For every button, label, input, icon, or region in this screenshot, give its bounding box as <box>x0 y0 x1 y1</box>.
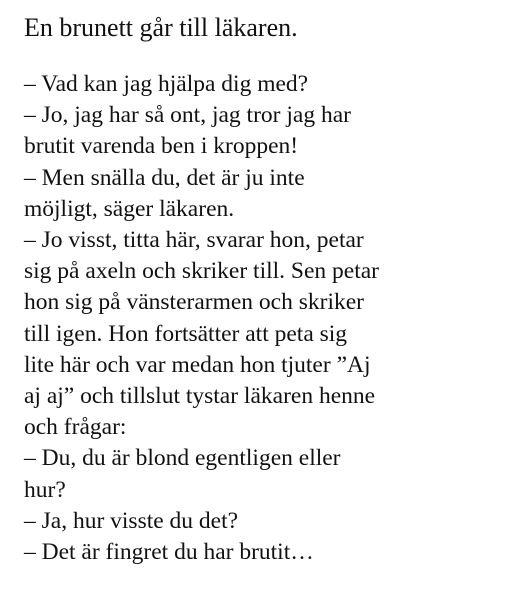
text-line: sig på axeln och skriker till. Sen petar <box>24 258 380 285</box>
text-line: – Jo visst, titta här, svarar hon, petar <box>24 227 364 254</box>
joke-body <box>24 69 500 568</box>
text-line: – Ja, hur visste du det? <box>24 507 239 534</box>
text-line: aj aj” och tillslut tystar läkaren henne <box>24 383 376 410</box>
joke-title: En brunett går till läkaren. <box>24 13 298 42</box>
text-line: – Men snälla du, det är ju inte <box>24 164 305 191</box>
text-line: hon sig på vänsterarmen och skriker <box>24 289 364 316</box>
text-line: – Det är fingret du har brutit… <box>24 539 314 566</box>
text-line: – Jo, jag har så ont, jag tror jag har <box>24 102 351 129</box>
text-line: hur? <box>24 476 66 503</box>
text-line: – Du, du är blond egentligen eller <box>24 445 341 472</box>
text-line: till igen. Hon fortsätter att peta sig <box>24 320 348 347</box>
text-line: möjligt, säger läkaren. <box>24 195 235 222</box>
text-line: – Vad kan jag hjälpa dig med? <box>24 71 309 97</box>
text-line: lite här och var medan hon tjuter ”Aj <box>24 351 371 378</box>
text-line: och frågar: <box>24 414 127 441</box>
text-line: brutit varenda ben i kroppen! <box>24 133 299 160</box>
